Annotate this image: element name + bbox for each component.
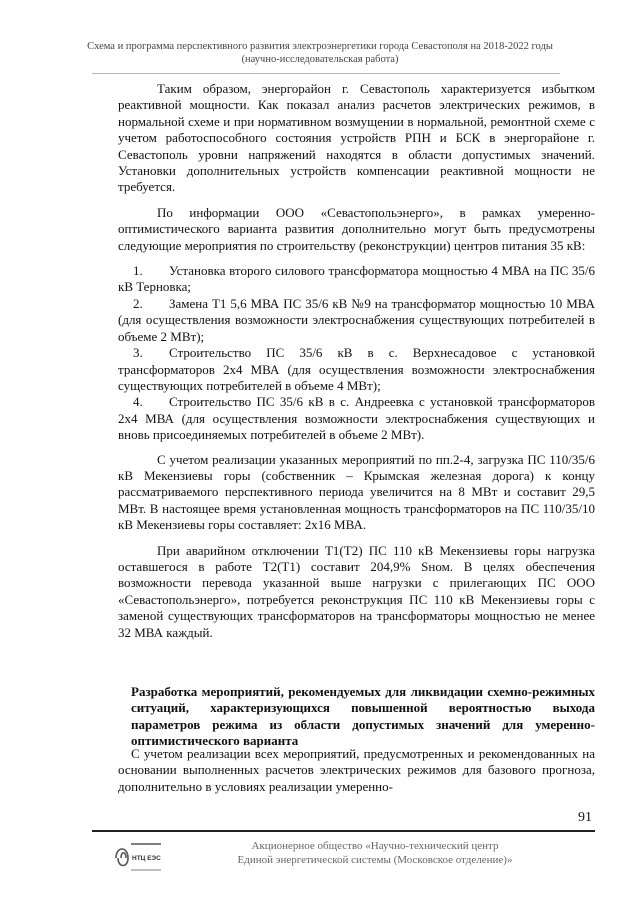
- list-item: [118, 296, 595, 345]
- section-heading: Разработка мероприятий, рекомендуемых для ликвидации схемно-режимных ситуаций, характеризующихся повышенной вероятностью выхода параметров режима из области допустимых значений для умеренно-оптимистического варианта: [131, 684, 595, 749]
- list-item-text: Замена Т1 5,6 МВА ПС 35/6 кВ №9 на трансформатор мощностью 10 МВА (для осуществления возможности электроснабжения существующих потребителей в объеме 2 МВт);: [118, 295, 595, 344]
- running-header-line2: (научно-исследовательская работа): [241, 54, 399, 65]
- paragraph-measures-intro: По информации ООО «Севастопольэнерго», в рамках умеренно-оптимистического варианта развития дополнительно могут быть предусмотрены следующие мероприятия по строительству (реконструкции) центров питания 35 кВ:: [118, 204, 595, 253]
- running-header-line1: Схема и программа перспективного развития электроэнергетики города Севастополя на 2018-2022 годы: [87, 41, 553, 52]
- list-item-text: Строительство ПС 35/6 кВ в с. Верхнесадовое с установкой трансформаторов 2х4 МВА (для осуществления возможности электроснабжения существующих потребителей в объеме 4 МВт);: [118, 345, 595, 393]
- paragraph-reactive-power: Таким образом, энергорайон г. Севастополь характеризуется избытком реактивной мощности. Как показал анализ расчетов электрических режимов, в нормальной схеме и при нормативном возмущении в нормальной, ремонтной схеме с учетом работоспособного состояния устройств РПН и БСК в энергорайоне г. Севастополь уровни напряжений находятся в области допустимых значений. Установки дополнительных устройств компенсации реактивной мощности не требуется.: [118, 81, 595, 195]
- list-item: [118, 263, 595, 296]
- paragraph-continuation: С учетом реализации всех мероприятий, предусмотренных и рекомендованных на основании выполненных расчетов электрических режимов для базового прогноза, дополнительно в условиях реализации умеренно-: [118, 746, 595, 794]
- list-item: [118, 345, 595, 394]
- footer-line1: Акционерное общество «Научно-технический центр: [251, 840, 499, 852]
- list-item-number: 1.: [133, 263, 143, 279]
- logo-swirl-inner: [121, 853, 126, 858]
- footer-divider: [92, 830, 595, 832]
- list-item: [118, 394, 595, 443]
- list-item-text: Установка второго силового трансформатора мощностью 4 МВА на ПС 35/6 кВ Терновка;: [118, 263, 595, 295]
- header-divider: [92, 73, 560, 74]
- logo-wordmark: НТЦ ЕЭС: [132, 855, 161, 862]
- paragraph-load-mekenzievy: С учетом реализации указанных мероприятий по пп.2-4, загрузка ПС 110/35/6 кВ Мекензиевы горы (собственник – Крымская железная дорога) к концу рассматриваемого перспективного периода увеличится на 8 МВт и составит 29,5 МВт. В настоящее время установленная мощность трансформаторов на ПС 110/35/10 кВ Мекензиевы горы составляет: 2х16 МВА.: [118, 451, 595, 533]
- list-item-text: Строительство ПС 35/6 кВ в с. Андреевка с установкой трансформаторов 2х4 МВА (для осуществления возможности электроснабжения существующих и вновь присоединяемых потребителей в объеме 2 МВт).: [118, 394, 595, 443]
- footer-line2: Единой энергетической системы (Московское отделение)»: [237, 854, 513, 866]
- list-item-number: 3.: [133, 345, 143, 361]
- list-item-number: 4.: [133, 394, 143, 410]
- page-number: 91: [578, 810, 592, 825]
- paragraph-emergency-outage: При аварийном отключении Т1(Т2) ПС 110 кВ Мекензиевы горы нагрузка оставшегося в работе Т2(Т1) составит 204,9% Sном. В целях обеспечения возможности перевода указанной выше нагрузки с прилегающих ПС ООО «Севастопольэнерго», потребуется реконструкция ПС 110 кВ Мекензиевы горы с заменой существующих трансформаторов на трансформаторы мощностью не менее 32 МВА каждый.: [118, 542, 595, 640]
- body-text: [118, 81, 595, 650]
- list-item-number: 2.: [133, 295, 143, 311]
- measures-list: [118, 263, 595, 443]
